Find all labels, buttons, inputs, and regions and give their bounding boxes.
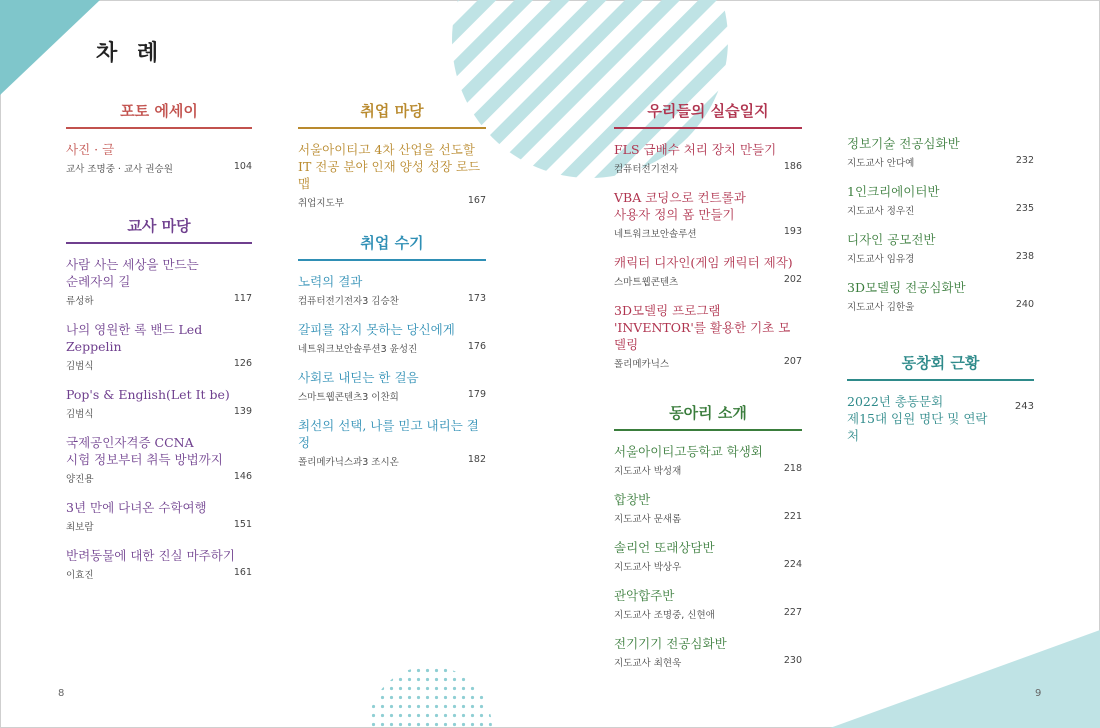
toc-entry-author: 컴퓨터전기전자 — [614, 164, 679, 175]
toc-entry[interactable] — [66, 547, 252, 581]
toc-entry-meta — [614, 559, 802, 573]
corner-triangle-top-left — [0, 0, 100, 95]
toc-entry-author: 컴퓨터전기전자3 김승찬 — [298, 296, 399, 307]
toc-entry[interactable] — [66, 386, 252, 420]
toc-entry-title: 2022년 총동문회 제15대 임원 명단 및 연락처 — [847, 394, 988, 443]
toc-entry-author: 지도교사 박성재 — [614, 466, 682, 477]
toc-entry-meta — [298, 195, 486, 209]
toc-entry[interactable] — [847, 393, 1034, 444]
toc-entry-meta — [298, 389, 486, 403]
toc-entry-meta — [614, 607, 802, 621]
toc-entry[interactable] — [66, 499, 252, 533]
toc-entry-title: 3D모델링 프로그램 'INVENTOR'를 활용한 기초 모델링 — [614, 303, 791, 352]
toc-entry[interactable] — [66, 141, 252, 175]
toc-entry-meta — [66, 406, 252, 420]
section-photo-essay — [66, 100, 252, 189]
section-alumni-news — [847, 352, 1034, 458]
toc-entry-page: 176 — [467, 341, 486, 352]
toc-entry[interactable] — [614, 539, 802, 573]
toc-entry-page: 230 — [783, 655, 802, 666]
toc-entry-title: 최선의 선택, 나를 믿고 내리는 결정 — [298, 418, 479, 450]
toc-entry-title: FLS 급배수 처리 장치 만들기 — [614, 142, 777, 157]
section-heading: 교사 마당 — [66, 215, 252, 244]
toc-entry-author: 지도교사 문새롬 — [614, 514, 682, 525]
toc-entry-page: 146 — [233, 471, 252, 482]
toc-entry-author: 지도교사 안다예 — [847, 158, 915, 169]
toc-entry-author: 지도교사 임유경 — [847, 254, 915, 265]
toc-entry-page: 151 — [233, 519, 252, 530]
section-heading: 동아리 소개 — [614, 402, 802, 431]
toc-entry-title: Pop's & English(Let It be) — [66, 387, 230, 402]
toc-entry-meta — [66, 519, 252, 533]
toc-entry[interactable] — [298, 417, 486, 468]
toc-entry[interactable] — [614, 443, 802, 477]
toc-entry-title: 1인크리에이터반 — [847, 184, 940, 199]
toc-entry-author: 스마트웹콘텐츠 — [614, 277, 679, 288]
toc-entry-author: 지도교사 박상우 — [614, 562, 682, 573]
section-club-introduction — [614, 402, 802, 683]
toc-entry-title: 반려동물에 대한 진실 마주하기 — [66, 548, 235, 563]
toc-entry-meta — [614, 161, 802, 175]
toc-entry-meta — [614, 511, 802, 525]
toc-entry[interactable] — [847, 279, 1034, 313]
toc-entry-page: 161 — [233, 567, 252, 578]
toc-entry-author: 네트워크보안솔루션 — [614, 229, 697, 240]
toc-entry-page: 218 — [783, 463, 802, 474]
toc-entry[interactable] — [298, 141, 486, 209]
toc-entry-title: 전기기기 전공심화반 — [614, 636, 727, 651]
toc-entry-title: 사람 사는 세상을 만드는 순례자의 길 — [66, 257, 199, 289]
toc-entry-meta — [66, 471, 252, 485]
toc-entry-meta — [66, 567, 252, 581]
toc-entry[interactable] — [847, 135, 1034, 169]
toc-entry-page: 139 — [233, 406, 252, 417]
toc-entry-page: 193 — [783, 226, 802, 237]
toc-entry-title: 합창반 — [614, 492, 651, 507]
toc-entry-title: 서울아이티고등학교 학생회 — [614, 444, 763, 459]
toc-entry-page: 207 — [783, 356, 802, 367]
toc-entry-page: 238 — [1015, 251, 1034, 262]
corner-triangle-bottom-right — [830, 630, 1100, 728]
toc-entry-title: 캐릭터 디자인(게임 캐릭터 제작) — [614, 255, 793, 270]
page-number-right: 9 — [1035, 688, 1042, 699]
section-practice-journal — [614, 100, 802, 384]
toc-entry[interactable] — [614, 141, 802, 175]
toc-entry-meta — [66, 293, 252, 307]
toc-entry-author: 폴리메카닉스 — [614, 359, 670, 370]
toc-entry-author: 스마트웹콘텐츠3 이찬희 — [298, 392, 399, 403]
toc-entry[interactable] — [847, 231, 1034, 265]
toc-entry-page: 232 — [1015, 155, 1034, 166]
toc-entry[interactable] — [66, 321, 252, 372]
toc-entry-page: 126 — [233, 358, 252, 369]
toc-entry-author: 류성하 — [66, 296, 94, 307]
toc-entry[interactable] — [298, 273, 486, 307]
toc-entry-meta — [614, 356, 802, 370]
toc-entry-author: 지도교사 정우진 — [847, 206, 915, 217]
toc-entry-page: 224 — [783, 559, 802, 570]
toc-entry-meta — [298, 454, 486, 468]
toc-entry-meta — [614, 463, 802, 477]
toc-entry-page: 104 — [233, 161, 252, 172]
toc-entry-page: 182 — [467, 454, 486, 465]
toc-entry-author: 지도교사 김한울 — [847, 302, 915, 313]
toc-entry-page: 173 — [467, 293, 486, 304]
toc-entry-meta — [66, 161, 252, 175]
toc-entry-meta — [614, 226, 802, 240]
section-employment-notes — [298, 232, 486, 482]
section-heading: 취업 수기 — [298, 232, 486, 261]
toc-entry-title: 서울아이티고 4차 산업을 선도할 IT 전공 분야 인재 양성 성장 로드맵 — [298, 142, 481, 191]
page-title: 차 례 — [96, 41, 165, 66]
toc-entry-author: 폴리메카닉스과3 조시온 — [298, 457, 399, 468]
toc-entry-title: 국제공인자격증 CCNA 시험 정보부터 취득 방법까지 — [66, 435, 223, 467]
toc-entry-title: 사진 · 글 — [66, 142, 115, 157]
toc-entry-author: 양진용 — [66, 474, 94, 485]
toc-entry-title: 노력의 결과 — [298, 274, 363, 289]
toc-entry-author: 이효진 — [66, 570, 94, 581]
section-club-introduction-continued — [847, 135, 1034, 327]
page-number-left: 8 — [58, 688, 65, 699]
toc-entry-title: 나의 영원한 록 밴드 Led Zeppelin — [66, 322, 203, 354]
toc-entry-meta — [298, 293, 486, 307]
toc-entry[interactable] — [298, 321, 486, 355]
toc-entry-author: 교사 조명중 · 교사 권승원 — [66, 164, 173, 175]
toc-entry-meta — [847, 203, 1034, 217]
toc-entry-author: 최보람 — [66, 522, 94, 533]
toc-entry[interactable] — [614, 635, 802, 669]
toc-entry[interactable] — [66, 256, 252, 307]
toc-entry-title: 사회로 내딛는 한 걸음 — [298, 370, 419, 385]
toc-entry[interactable] — [847, 183, 1034, 217]
toc-entry-meta — [614, 274, 802, 288]
toc-entry-title: 관악합주반 — [614, 588, 675, 603]
toc-entry-meta — [614, 655, 802, 669]
section-heading: 포토 에세이 — [66, 100, 252, 129]
toc-entry-page: 227 — [783, 607, 802, 618]
toc-entry-author: 지도교사 최현욱 — [614, 658, 682, 669]
toc-entry-author: 지도교사 조명중, 신현애 — [614, 610, 715, 621]
toc-entry[interactable] — [298, 369, 486, 403]
toc-entry-page: 240 — [1015, 299, 1034, 310]
toc-entry-title: 디자인 공모전반 — [847, 232, 936, 247]
section-heading: 동창회 근황 — [847, 352, 1034, 381]
toc-entry[interactable] — [614, 254, 802, 288]
toc-entry-meta — [298, 341, 486, 355]
toc-entry-page: 235 — [1015, 203, 1034, 214]
toc-entry-meta — [847, 251, 1034, 265]
toc-entry-title: 3D모델링 전공심화반 — [847, 280, 966, 295]
dotted-semicircle — [368, 666, 492, 728]
toc-entry-page: 243 — [1014, 401, 1034, 412]
toc-entry-title: 갈피를 잡지 못하는 당신에게 — [298, 322, 455, 337]
toc-entry[interactable] — [614, 491, 802, 525]
toc-entry[interactable] — [66, 434, 252, 485]
toc-entry-page: 179 — [467, 389, 486, 400]
toc-entry-title: 정보기술 전공심화반 — [847, 136, 960, 151]
toc-entry-page: 202 — [783, 274, 802, 285]
toc-entry-author: 김범식 — [66, 409, 94, 420]
toc-entry[interactable] — [614, 302, 802, 370]
section-employment-yard — [298, 100, 486, 223]
toc-entry-author: 네트워크보안솔루션3 윤성진 — [298, 344, 418, 355]
toc-entry-meta — [847, 155, 1034, 169]
toc-entry-meta — [66, 358, 252, 372]
toc-entry-title: VBA 코딩으로 컨트롤과 사용자 정의 폼 만들기 — [614, 190, 746, 222]
toc-entry-page: 221 — [783, 511, 802, 522]
toc-entry-author: 취업지도부 — [298, 198, 344, 209]
toc-entry-page: 186 — [783, 161, 802, 172]
toc-entry-title: 솔리언 또래상담반 — [614, 540, 715, 555]
toc-entry[interactable] — [614, 189, 802, 240]
section-heading: 취업 마당 — [298, 100, 486, 129]
toc-entry[interactable] — [614, 587, 802, 621]
section-teacher-yard — [66, 215, 252, 595]
toc-entry-meta — [847, 299, 1034, 313]
toc-entry-page: 167 — [467, 195, 486, 206]
toc-entry-author: 김범식 — [66, 361, 94, 372]
toc-entry-page: 117 — [233, 293, 252, 304]
section-heading: 우리들의 실습일지 — [614, 100, 802, 129]
toc-entry-title: 3년 만에 다녀온 수학여행 — [66, 500, 207, 515]
